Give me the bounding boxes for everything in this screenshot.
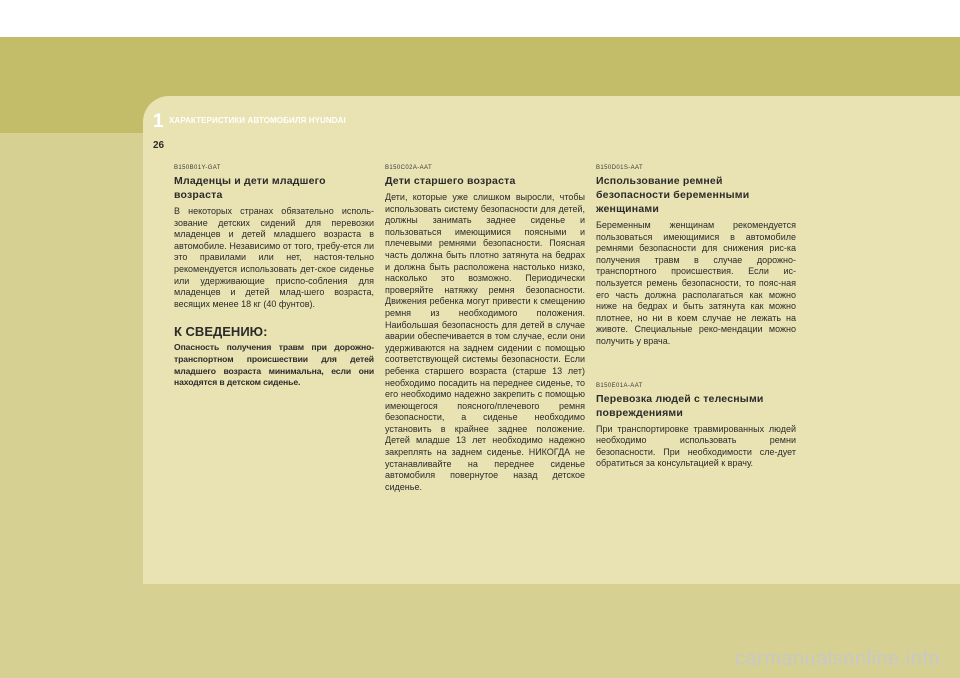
- column-older-children: [385, 164, 585, 493]
- section-heading: Перевозка людей с телесными повреждениями: [596, 392, 764, 419]
- watermark-text: carmanualsonline.info: [734, 648, 940, 670]
- warning-body: Опасность получения травм при дорожно-транспортном происшествии для детей младшего возраста минимальна, если они находятся в детском сиденье.: [174, 342, 374, 388]
- section-code: B150C02A-AAT: [385, 165, 433, 171]
- section-body: В некоторых странах обязательно исполь-зование детских сидений для перевозки младенцев и детей младшего возраста в автомобиле. Независимо от того, требу-ется ли это правилами или нет, настоя-тельно рекомендуется использовать дет-ское сиденье или удерживающие приспо-собления для младенцев и детей млад-шего возраста, весящих менее 18 кг (40 фунтов).: [174, 206, 374, 309]
- section-title: ХАРАКТЕРИСТИКИ АВТОМОБИЛЯ HYUNDAI: [169, 116, 346, 125]
- section-body: Беременным женщинам рекомендуется пользоваться имеющимися в автомобиле ремнями безопасности для снижения рис-ка получения травм в случае дорожно-транспортного происшествия. Если ис-пользуется ремень безопасности, то пояс-ная его часть должна располагаться как можно ниже на бедрах и быть затянута как можно плотнее, но ни в коем случае не лежать на животе. Специальные реко-мендации можно получить у врача.: [596, 220, 796, 346]
- column-pregnant-injured: [596, 164, 796, 470]
- section-heading: Использование ремней безопасности беременными женщинами: [596, 175, 750, 215]
- section-number: 1: [153, 111, 164, 132]
- section-code: B150B01Y-GAT: [174, 165, 221, 171]
- section-code: B150E01A-AAT: [596, 382, 643, 389]
- section-heading: Младенцы и дети младшего возраста: [174, 175, 326, 201]
- page-number: 26: [153, 140, 165, 151]
- section-body: При транспортировке травмированных людей необходимо использовать ремни безопасности. При необходимости сле-дует обратиться за консультацией к врачу.: [596, 423, 796, 469]
- column-infants: [174, 164, 374, 389]
- section-body: Дети, которые уже слишком выросли, чтобы использовать систему безопасности для детей, должны занимать заднее сиденье и пользоваться имеющимися поясными и плечевыми ремнями безопасности. Поясная часть должна быть плотно затянута на бедрах и должна быть расположена настолько низко, насколько это возможно. Периодически проверяйте натяжку ремня безопасности. Движения ребенка могут привести к смещению ремня из необходимого положения. Наибольшая безопасность для детей в случае аварии обеспечивается в том случае, если они удерживаются на заднем сидении с помощью соответствующей системы безопасности. Если ребенка старшего возраста (старше 13 лет) необходимо посадить на переднее сиденье, то его необходимо надежно закрепить с помощью имеющегося поясного/плечевого ремня безопасности, а сиденье необходимо установить в крайнее заднее положение. Детей младше 13 лет необходимо надежно закреплять на заднем сиденье. НИКОГДА не устанавливайте на переднее сиденье автомобиля повернутое назад детское сиденье.: [385, 192, 585, 492]
- section-code: B150D01S-AAT: [596, 165, 644, 171]
- warning-title: К СВЕДЕНИЮ:: [174, 324, 268, 340]
- section-heading: Дети старшего возраста: [385, 175, 516, 187]
